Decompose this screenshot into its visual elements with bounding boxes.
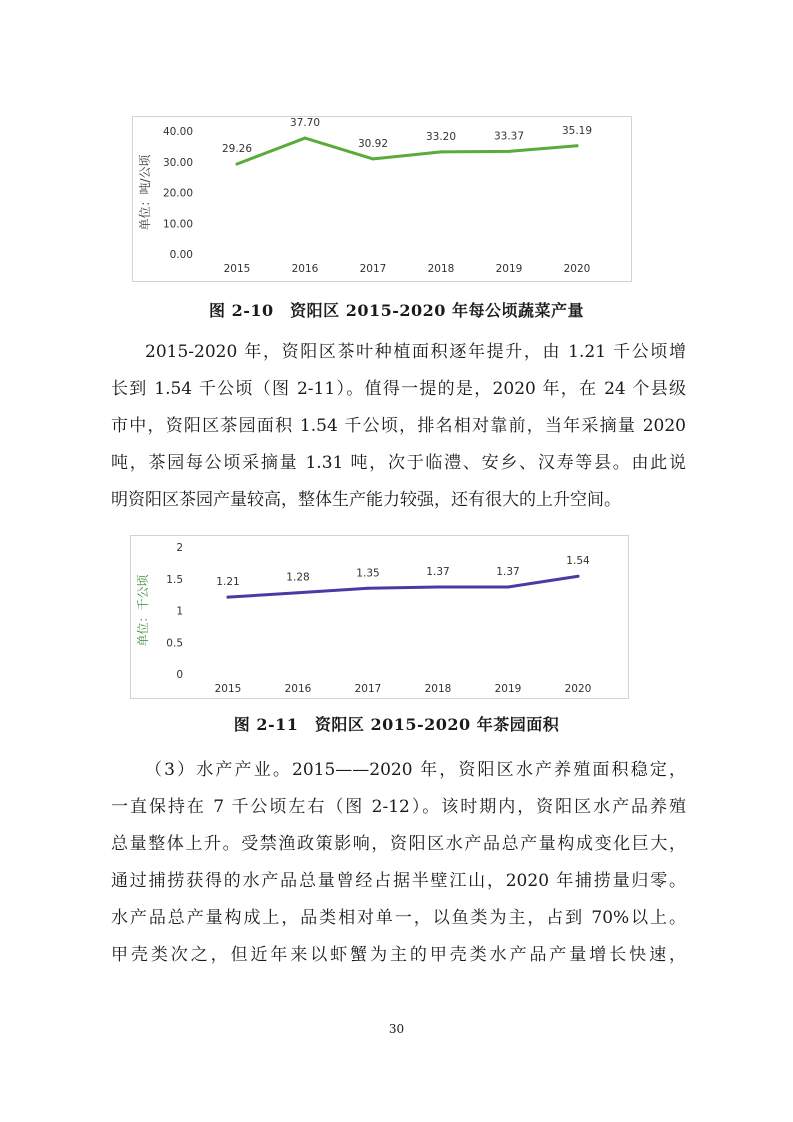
paragraph-line: 吨，茶园每公顷采摘量 1.31 吨，次于临澧、安乡、汉寿等县。由此说 xyxy=(111,453,686,473)
tea-garden-area-chart xyxy=(130,535,629,699)
data-label: 37.70 xyxy=(289,117,321,130)
data-label: 1.28 xyxy=(286,571,310,584)
tea-area-paragraph xyxy=(111,334,686,519)
paragraph-line: 一直保持在 7 千公顷左右（图 2-12）。该时期内，资阳区水产品养殖 xyxy=(111,797,686,817)
paragraph-line: 市中，资阳区茶园面积 1.54 千公顷，排名相对靠前，当年采摘量 2020 xyxy=(111,416,686,436)
data-label: 33.37 xyxy=(493,130,525,143)
data-label: 33.20 xyxy=(425,130,457,143)
y-tick-label: 1.5 xyxy=(166,573,183,586)
figure-caption-2-11: 图 2-11 资阳区 2015-2020 年茶园面积 xyxy=(233,715,560,734)
y-tick-label: 2 xyxy=(176,542,183,554)
data-point xyxy=(440,150,443,153)
y-tick-label: 1 xyxy=(176,605,183,618)
y-tick-label: 20.00 xyxy=(162,187,193,200)
page-number: 30 xyxy=(388,1022,405,1036)
paragraph-line: 水产品总产量构成上，品类相对单一，以鱼类为主，占到 70%以上。 xyxy=(111,908,686,928)
data-label: 1.35 xyxy=(356,567,380,580)
x-tick-label: 2020 xyxy=(563,263,591,275)
paragraph-line: 明资阳区茶园产量较高，整体生产能力较强，还有很大的上升空间。 xyxy=(111,490,621,510)
y-tick-label: 0 xyxy=(176,669,183,681)
y-axis-title: 单位：吨/公顷 xyxy=(138,154,152,231)
data-point xyxy=(372,157,375,160)
data-point xyxy=(437,586,440,589)
series-line xyxy=(228,576,578,597)
x-tick-label: 2015 xyxy=(223,263,251,275)
x-tick-label: 2016 xyxy=(284,683,312,695)
data-point xyxy=(577,575,580,578)
vegetable-yield-line-chart xyxy=(133,117,631,281)
data-point xyxy=(576,144,579,147)
paragraph-line: 2015-2020 年，资阳区茶叶种植面积逐年提升，由 1.21 千公顷增 xyxy=(145,342,686,362)
x-tick-label: 2017 xyxy=(354,683,382,695)
data-point xyxy=(297,591,300,594)
data-label: 1.21 xyxy=(216,576,240,589)
data-label: 30.92 xyxy=(357,137,389,150)
data-label: 1.37 xyxy=(496,566,520,579)
data-point xyxy=(304,137,307,140)
x-tick-label: 2015 xyxy=(214,683,242,695)
y-tick-label: 10.00 xyxy=(162,218,193,231)
x-tick-label: 2018 xyxy=(427,263,455,275)
paragraph-line: 总量整体上升。受禁渔政策影响，资阳区水产品总产量构成变化巨大， xyxy=(111,834,686,854)
data-point xyxy=(508,150,511,153)
y-tick-label: 0.00 xyxy=(169,249,193,261)
vegetable-yield-chart xyxy=(132,116,632,282)
data-label: 29.26 xyxy=(221,143,253,156)
x-tick-label: 2018 xyxy=(424,683,452,695)
x-tick-label: 2016 xyxy=(291,263,319,275)
x-tick-label: 2020 xyxy=(564,683,592,695)
x-tick-label: 2017 xyxy=(359,263,387,275)
x-tick-label: 2019 xyxy=(494,683,522,695)
data-point xyxy=(367,587,370,590)
y-tick-label: 30.00 xyxy=(162,156,193,169)
data-label: 35.19 xyxy=(561,124,593,137)
aquaculture-paragraph xyxy=(111,752,686,974)
y-tick-label: 0.5 xyxy=(166,637,183,650)
tea-garden-area-line-chart xyxy=(131,536,628,698)
data-point xyxy=(236,163,239,166)
data-point xyxy=(227,596,230,599)
paragraph-line: （3）水产产业。2015——2020 年，资阳区水产养殖面积稳定， xyxy=(145,760,686,780)
figure-caption-2-10: 图 2-10 资阳区 2015-2020 年每公顷蔬菜产量 xyxy=(209,301,584,320)
y-tick-label: 40.00 xyxy=(162,126,193,138)
data-label: 1.54 xyxy=(566,555,590,568)
paragraph-line: 通过捕捞获得的水产品总量曾经占据半壁江山，2020 年捕捞量归零。 xyxy=(111,871,686,891)
data-label: 1.37 xyxy=(426,566,450,579)
x-tick-label: 2019 xyxy=(495,263,523,275)
y-axis-title: 单位：千公顷 xyxy=(136,574,150,647)
paragraph-line: 甲壳类次之，但近年来以虾蟹为主的甲壳类水产品产量增长快速， xyxy=(111,945,686,965)
paragraph-line: 长到 1.54 千公顷（图 2-11）。值得一提的是，2020 年，在 24 个县级 xyxy=(111,379,686,399)
series-line xyxy=(237,138,577,164)
data-point xyxy=(507,586,510,589)
